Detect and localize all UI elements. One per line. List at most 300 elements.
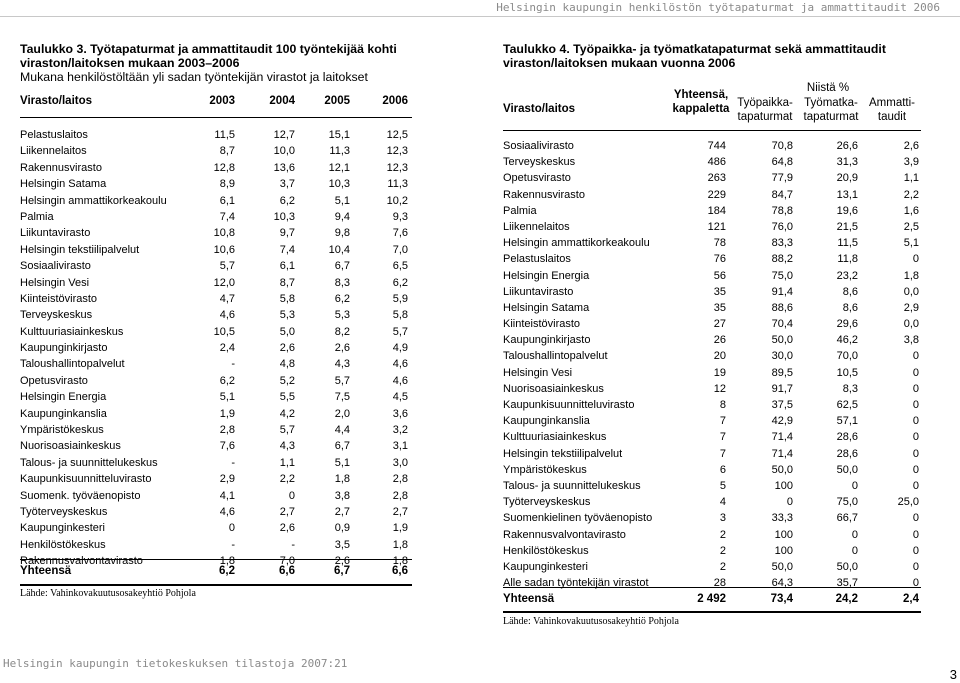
row-value: 66,7 [836, 512, 858, 525]
row-value: 26,6 [836, 140, 858, 152]
row-value: 0 [912, 528, 919, 541]
table-row [20, 307, 412, 323]
row-value: 2,6 [334, 555, 350, 568]
row-value: 4,2 [279, 407, 295, 420]
row-value: 88,6 [771, 301, 793, 314]
row-value: 50,0 [836, 560, 858, 573]
row-value: 88,2 [771, 253, 793, 266]
table-row [503, 138, 921, 154]
row-value: 0 [851, 479, 858, 492]
row-value: 62,5 [836, 399, 858, 411]
table-row [503, 397, 921, 413]
table-row [20, 356, 412, 372]
table-row [503, 300, 921, 316]
row-label: Nuorisoasiainkeskus [503, 382, 604, 395]
table-row [20, 422, 412, 438]
table-4-title-line2: viraston/laitoksen mukaan vuonna 2006 [503, 56, 736, 70]
row-value: 1,9 [392, 522, 408, 535]
header-2003: 2003 [209, 95, 235, 107]
table-row [503, 235, 921, 251]
row-label: Liikennelaitos [503, 220, 570, 233]
row-value: 78 [713, 237, 726, 250]
row-value: 4,3 [334, 358, 350, 371]
row-value: 1,8 [903, 269, 919, 282]
row-label: Kaupunginkesteri [503, 560, 589, 573]
row-value: 2,2 [279, 473, 295, 486]
row-value: 64,8 [771, 156, 793, 169]
row-value: 100 [774, 544, 793, 557]
table-row [20, 143, 412, 159]
row-value: 35 [713, 301, 726, 314]
table-row [20, 455, 412, 471]
row-value: 2 [719, 560, 726, 573]
row-value: 10,2 [386, 194, 408, 207]
row-value: 3,8 [334, 489, 350, 502]
table-row [503, 381, 921, 397]
row-value: 10,8 [213, 227, 235, 240]
row-value: 33,3 [771, 512, 793, 525]
total-count: 2 492 [697, 593, 726, 605]
row-value: 7,5 [334, 391, 350, 404]
table-3-source: Lähde: Vahinkovakuutusosakeyhtiö Pohjola [20, 588, 196, 599]
row-label: Kaupunginkanslia [503, 415, 590, 428]
header-2006: 2006 [382, 95, 408, 107]
row-label: Kiinteistövirasto [503, 318, 581, 331]
row-label: Alle sadan työntekijän virastot [503, 577, 649, 590]
row-value: 7 [719, 415, 726, 428]
table-row [20, 291, 412, 307]
row-value: 9,4 [334, 210, 350, 223]
total-label: Yhteensä [20, 565, 72, 577]
row-value: 0 [912, 253, 919, 266]
row-value: 70,8 [771, 140, 793, 152]
header-tyomatka-line1: Työmatka- [804, 97, 858, 109]
row-value: 3,9 [903, 156, 919, 169]
row-value: 5,7 [334, 374, 350, 387]
row-label: Kaupunginkirjasto [20, 342, 108, 355]
table-row [503, 494, 921, 510]
row-label: Rakennusvirasto [503, 188, 585, 201]
row-value: 8,7 [279, 276, 295, 289]
row-value: 21,5 [836, 220, 858, 233]
row-value: 8 [719, 399, 726, 411]
row-value: 50,0 [771, 560, 793, 573]
row-label: Helsingin ammattikorkeakoulu [20, 194, 167, 207]
table-row [20, 176, 412, 192]
table-3-title-line2: viraston/laitoksen mukaan 2003–2006 [20, 56, 240, 70]
row-label: Ympäristökeskus [20, 424, 104, 437]
row-label: Kaupunginkirjasto [503, 334, 591, 347]
row-value: 10,0 [273, 145, 295, 158]
row-value: 7,4 [219, 210, 235, 223]
row-value: 1,1 [903, 172, 919, 185]
row-value: 76,0 [771, 220, 793, 233]
row-label: Pelastuslaitos [20, 129, 88, 141]
row-value: 28 [713, 577, 726, 590]
header-2004: 2004 [269, 95, 295, 107]
row-value: 100 [774, 528, 793, 541]
table-row [20, 438, 412, 454]
row-label: Sosiaalivirasto [503, 140, 574, 152]
row-value: - [231, 456, 235, 469]
table-row [20, 520, 412, 536]
row-value: 5,1 [903, 237, 919, 250]
row-value: 6,5 [392, 260, 408, 273]
table-3-title-line1: Taulukko 3. Työtapaturmat ja ammattitaudit 100 työntekijää kohti [20, 42, 397, 56]
row-label: Helsingin Vesi [20, 276, 90, 289]
row-value: 9,8 [334, 227, 350, 240]
row-value: 6,7 [334, 260, 350, 273]
row-value: 30,0 [771, 350, 793, 363]
row-value: 2,7 [279, 505, 295, 518]
header-total-line1: Yhteensä, [673, 89, 729, 101]
row-value: 3,6 [392, 407, 408, 420]
table-4-title-line1: Taulukko 4. Työpaikka- ja työmatkatapaturmat sekä ammattitaudit [503, 42, 886, 56]
table-row [20, 488, 412, 504]
row-value: 2,4 [219, 342, 235, 355]
row-value: 0 [912, 544, 919, 557]
header-tyopaikka-line1: Työpaikka- [737, 97, 793, 109]
row-value: 229 [707, 188, 726, 201]
row-label: Rakennusvirasto [20, 161, 102, 174]
page-footer: Helsingin kaupungin tietokeskuksen tilastoja 2007:21 [3, 657, 348, 670]
row-value: 5,1 [334, 194, 350, 207]
row-value: 9,7 [279, 227, 295, 240]
row-value: 75,0 [771, 269, 793, 282]
row-value: 12,8 [213, 161, 235, 174]
row-value: 0 [912, 512, 919, 525]
total-rule-top [20, 559, 412, 560]
row-value: 0 [912, 366, 919, 379]
row-label: Kaupunginkesteri [20, 522, 106, 535]
row-value: 0 [912, 350, 919, 363]
row-value: 4,4 [334, 424, 350, 437]
row-value: 20 [713, 350, 726, 363]
row-label: Henkilöstökeskus [20, 538, 106, 551]
table-row [503, 187, 921, 203]
row-value: - [231, 358, 235, 371]
row-value: 4,1 [219, 489, 235, 502]
page-number: 3 [949, 667, 957, 682]
table-row [20, 373, 412, 389]
row-value: 4,6 [392, 374, 408, 387]
row-value: 83,3 [771, 237, 793, 250]
row-label: Kaupunkisuunnitteluvirasto [503, 399, 635, 411]
table-3-total-row [20, 563, 412, 579]
header-virasto: Virasto/laitos [503, 103, 576, 115]
row-value: 2,7 [392, 505, 408, 518]
row-value: 2,8 [219, 424, 235, 437]
row-value: 56 [713, 269, 726, 282]
row-value: 10,4 [328, 243, 350, 256]
row-value: 2,5 [903, 220, 919, 233]
row-value: 4,5 [392, 391, 408, 404]
row-value: 89,5 [771, 366, 793, 379]
row-value: 7,0 [279, 555, 295, 568]
row-label: Rakennusvalvontavirasto [20, 555, 143, 568]
row-value: 2,6 [279, 522, 295, 535]
row-value: 0 [912, 560, 919, 573]
header-virasto: Virasto/laitos [20, 95, 93, 107]
row-value: 2 [719, 544, 726, 557]
row-value: 35,7 [836, 577, 858, 590]
row-value: 100 [774, 479, 793, 492]
row-value: 13,1 [836, 188, 858, 201]
row-value: 4,6 [392, 358, 408, 371]
row-label: Helsingin ammattikorkeakoulu [503, 237, 650, 250]
table-row [503, 575, 921, 591]
row-value: 50,0 [836, 463, 858, 476]
row-value: 8,6 [842, 301, 858, 314]
total-2003: 6,2 [219, 565, 235, 577]
row-value: 1,8 [392, 538, 408, 551]
total-label: Yhteensä [503, 593, 555, 605]
table-row [20, 275, 412, 291]
row-label: Taloushallintopalvelut [503, 350, 608, 363]
row-value: 11,3 [329, 145, 350, 158]
row-value: 3 [719, 512, 726, 525]
row-label: Taloushallintopalvelut [20, 358, 125, 371]
row-value: 0 [786, 496, 793, 509]
row-value: 2,8 [392, 473, 408, 486]
header-tyopaikka-line2: tapaturmat [737, 111, 793, 123]
row-value: 5,1 [219, 391, 235, 404]
row-value: 46,2 [836, 334, 858, 347]
row-label: Suomenkielinen työväenopisto [503, 512, 653, 525]
row-value: 9,3 [392, 210, 408, 223]
row-label: Helsingin Vesi [503, 366, 573, 379]
table-row [503, 251, 921, 267]
row-value: 5,5 [279, 391, 295, 404]
row-value: 2 [719, 528, 726, 541]
table-row [503, 527, 921, 543]
row-value: 28,6 [836, 447, 858, 460]
row-value: 5 [719, 479, 726, 492]
row-value: 5,7 [219, 260, 235, 273]
table-row [20, 258, 412, 274]
total-2004: 6,6 [279, 565, 295, 577]
row-value: 91,4 [771, 285, 793, 298]
row-value: 0,0 [903, 285, 919, 298]
row-value: 64,3 [771, 577, 793, 590]
row-value: 1,6 [903, 204, 919, 217]
total-rule-bottom [503, 611, 921, 613]
row-value: 0 [912, 431, 919, 444]
table-4 [503, 42, 921, 627]
row-label: Rakennusvalvontavirasto [503, 528, 626, 541]
row-value: 7,6 [392, 227, 408, 240]
row-value: 0 [228, 522, 235, 535]
row-value: 744 [707, 140, 726, 152]
row-value: 0 [912, 382, 919, 395]
row-value: 1,1 [279, 456, 295, 469]
table-4-source: Lähde: Vahinkovakuutusosakeyhtiö Pohjola [503, 616, 679, 627]
row-value: 11,5 [837, 237, 858, 250]
row-value: 27 [713, 318, 726, 331]
table-row [503, 219, 921, 235]
row-value: 2,6 [903, 140, 919, 152]
row-value: 12 [713, 382, 726, 395]
row-value: 8,2 [334, 325, 350, 338]
table-4-body [503, 138, 921, 591]
table-row [503, 365, 921, 381]
row-value: 1,8 [219, 555, 235, 568]
table-row [503, 332, 921, 348]
row-value: 6,7 [334, 440, 350, 453]
row-label: Liikuntavirasto [503, 285, 574, 298]
table-row [20, 209, 412, 225]
row-value: 57,1 [836, 415, 858, 428]
row-value: 5,3 [279, 309, 295, 322]
row-value: 77,9 [771, 172, 793, 185]
header-ammattitaudit-line2: taudit [877, 111, 907, 123]
row-label: Kaupunkisuunnitteluvirasto [20, 473, 152, 486]
table-row [20, 242, 412, 258]
row-value: 486 [707, 156, 726, 169]
row-value: 29,6 [836, 318, 858, 331]
row-value: 12,3 [386, 145, 408, 158]
row-value: 70,0 [836, 350, 858, 363]
header-rule [503, 130, 921, 131]
row-value: 91,7 [771, 382, 793, 395]
row-value: 3,7 [279, 178, 295, 191]
table-row [503, 478, 921, 494]
row-label: Suomenk. työväenopisto [20, 489, 141, 502]
total-ammattitaudit: 2,4 [903, 593, 919, 605]
table-3-subtitle: Mukana henkilöstöltään yli sadan työntekijän virastot ja laitokset [20, 70, 368, 84]
row-value: 1,8 [392, 555, 408, 568]
row-label: Kulttuuriasiainkeskus [20, 325, 124, 338]
row-value: 6,2 [279, 194, 295, 207]
table-row [503, 510, 921, 526]
row-value: 42,9 [771, 415, 793, 428]
table-row [503, 348, 921, 364]
row-value: 0 [851, 528, 858, 541]
table-4-total-row [503, 591, 921, 607]
row-label: Nuorisoasiainkeskus [20, 440, 121, 453]
total-rule-bottom [20, 584, 412, 586]
row-value: 5,8 [392, 309, 408, 322]
row-value: 5,0 [279, 325, 295, 338]
row-value: 4 [719, 496, 726, 509]
row-value: 2,2 [903, 188, 919, 201]
row-label: Työterveyskeskus [503, 496, 591, 509]
row-value: 0 [912, 415, 919, 428]
row-value: 4,6 [219, 505, 235, 518]
row-value: 11,5 [214, 129, 235, 141]
row-value: 121 [707, 220, 726, 233]
row-value: 37,5 [771, 399, 793, 411]
row-value: 3,1 [392, 440, 408, 453]
row-label: Talous- ja suunnittelukeskus [20, 456, 158, 469]
table-row [20, 537, 412, 553]
row-value: 0 [288, 489, 295, 502]
table-row [503, 559, 921, 575]
row-value: 3,0 [392, 456, 408, 469]
row-value: 19 [713, 366, 726, 379]
table-row [503, 413, 921, 429]
row-value: 6,1 [219, 194, 235, 207]
row-value: 25,0 [897, 496, 919, 509]
row-value: 20,9 [836, 172, 858, 185]
row-value: 3,5 [334, 538, 350, 551]
row-value: 0 [912, 447, 919, 460]
row-value: 76 [713, 253, 726, 266]
row-value: 10,5 [836, 366, 858, 379]
row-value: 4,9 [392, 342, 408, 355]
row-value: 71,4 [771, 431, 793, 444]
row-value: 10,6 [213, 243, 235, 256]
row-label: Sosiaalivirasto [20, 260, 91, 273]
row-value: 6,1 [279, 260, 295, 273]
row-value: 70,4 [771, 318, 793, 331]
table-row [503, 462, 921, 478]
table-row [20, 160, 412, 176]
row-label: Pelastuslaitos [503, 253, 571, 266]
row-value: 5,8 [279, 292, 295, 305]
row-value: 6 [719, 463, 726, 476]
row-value: 4,3 [279, 440, 295, 453]
row-label: Helsingin Energia [20, 391, 107, 404]
total-rule-top [503, 587, 921, 588]
row-label: Kaupunginkanslia [20, 407, 107, 420]
row-value: 4,8 [279, 358, 295, 371]
row-value: 75,0 [836, 496, 858, 509]
row-value: 2,9 [219, 473, 235, 486]
row-value: 78,8 [771, 204, 793, 217]
table-row [503, 543, 921, 559]
row-label: Opetusvirasto [503, 172, 571, 185]
row-value: 50,0 [771, 463, 793, 476]
row-value: 2,6 [279, 342, 295, 355]
row-value: 3,8 [903, 334, 919, 347]
row-value: 5,2 [279, 374, 295, 387]
row-value: 19,6 [836, 204, 858, 217]
table-row [20, 225, 412, 241]
table-row [20, 406, 412, 422]
row-label: Palmia [20, 210, 54, 223]
row-value: 8,3 [842, 382, 858, 395]
row-label: Opetusvirasto [20, 374, 88, 387]
row-value: 8,3 [334, 276, 350, 289]
table-row [20, 193, 412, 209]
row-value: 7,4 [279, 243, 295, 256]
table-row [503, 316, 921, 332]
row-label: Terveyskeskus [20, 309, 93, 322]
row-value: 8,6 [842, 285, 858, 298]
row-value: 1,8 [334, 473, 350, 486]
row-label: Työterveyskeskus [20, 505, 108, 518]
row-value: 8,9 [219, 178, 235, 191]
row-label: Liikennelaitos [20, 145, 87, 158]
table-row [503, 446, 921, 462]
row-value: 0,9 [334, 522, 350, 535]
row-label: Henkilöstökeskus [503, 544, 589, 557]
row-value: 7,0 [392, 243, 408, 256]
row-label: Kulttuuriasiainkeskus [503, 431, 607, 444]
row-label: Palmia [503, 204, 537, 217]
row-value: 0 [912, 463, 919, 476]
row-value: 2,7 [334, 505, 350, 518]
row-value: 6,2 [219, 374, 235, 387]
row-value: 50,0 [771, 334, 793, 347]
row-value: 71,4 [771, 447, 793, 460]
table-3 [20, 42, 412, 599]
row-label: Helsingin tekstiilipalvelut [20, 243, 140, 256]
table-row [20, 389, 412, 405]
table-row [20, 127, 412, 143]
row-label: Liikuntavirasto [20, 227, 91, 240]
